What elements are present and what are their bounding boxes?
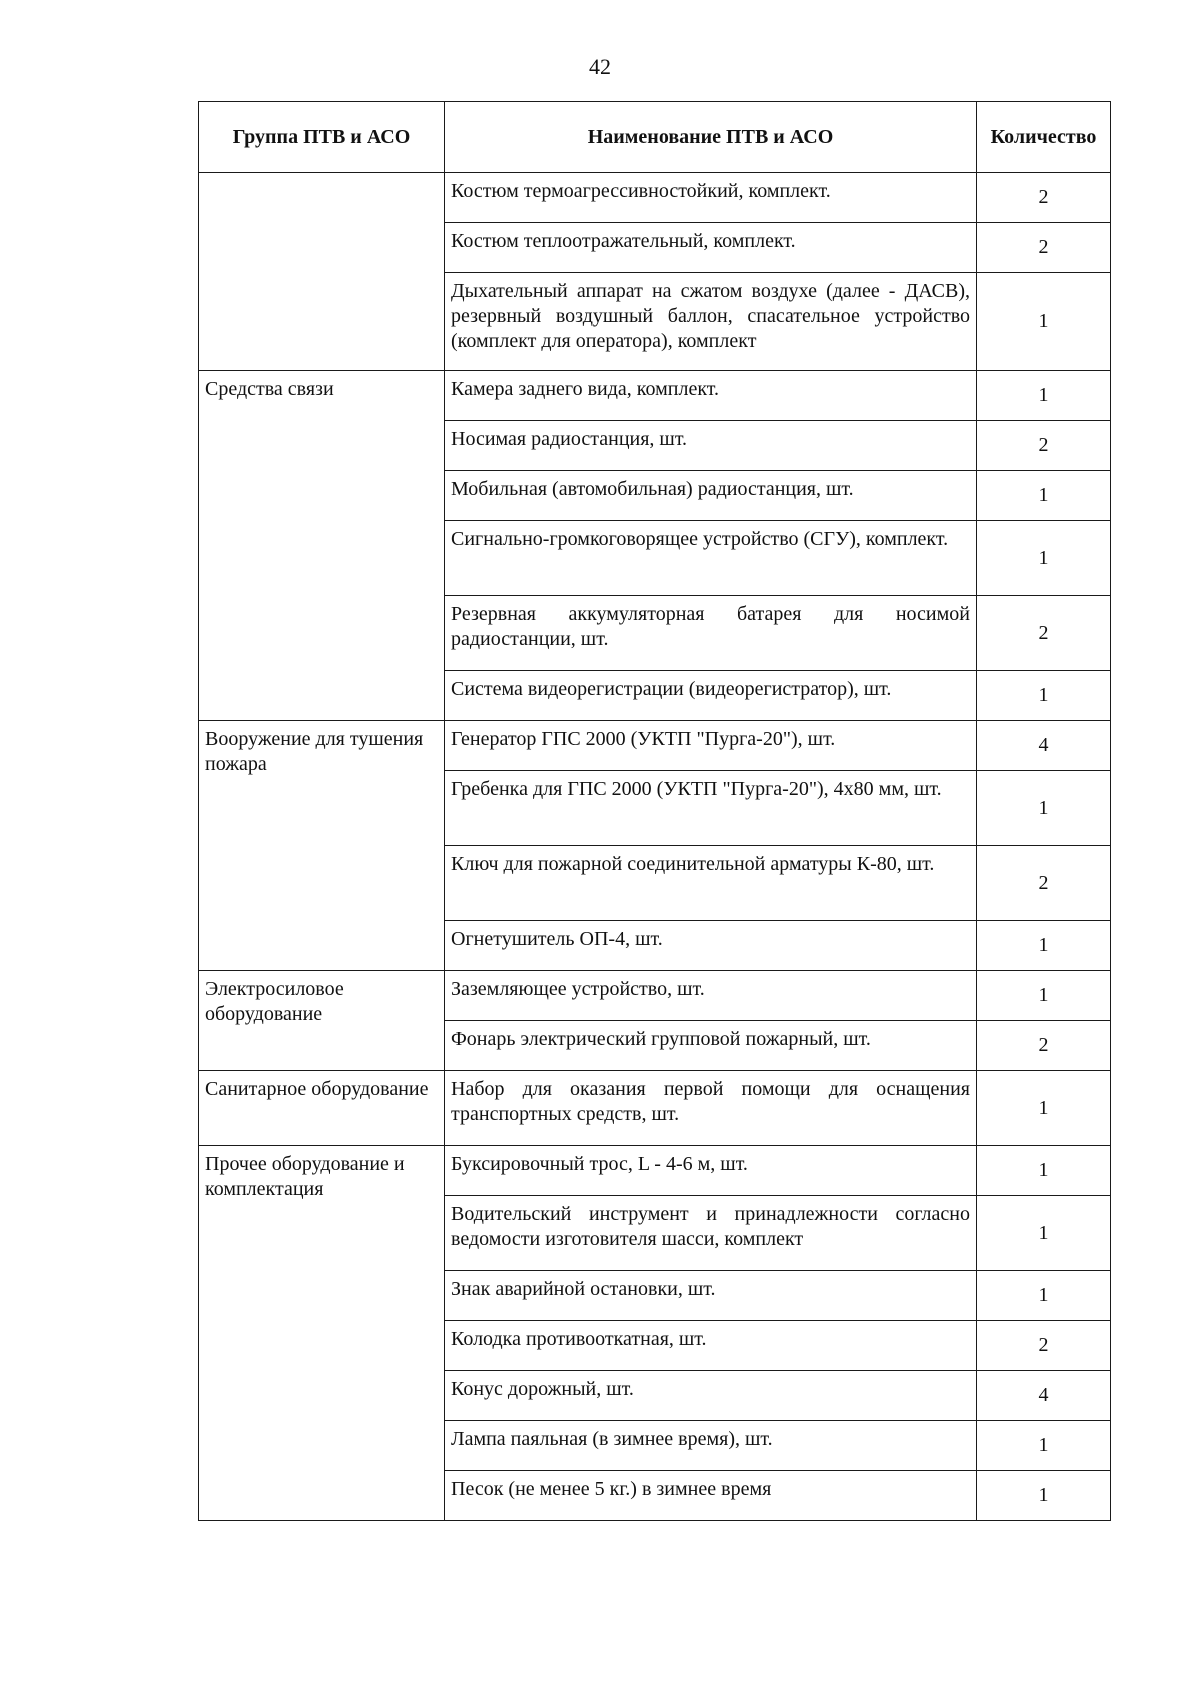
item-quantity: 1 [977,921,1111,971]
item-quantity: 1 [977,671,1111,721]
table-row [199,371,1111,421]
item-quantity: 1 [977,971,1111,1021]
item-name: Носимая радиостанция, шт. [445,421,977,471]
item-name: Заземляющее устройство, шт. [445,971,977,1021]
header-group: Группа ПТВ и АСО [199,102,445,173]
item-quantity: 2 [977,173,1111,223]
table-row [199,1146,1111,1196]
item-quantity: 1 [977,1471,1111,1521]
item-name: Мобильная (автомобильная) радиостанция, шт. [445,471,977,521]
item-name: Лампа паяльная (в зимнее время), шт. [445,1421,977,1471]
item-quantity: 1 [977,521,1111,596]
page-number: 42 [589,54,611,79]
item-name: Знак аварийной остановки, шт. [445,1271,977,1321]
item-name: Буксировочный трос, L - 4-6 м, шт. [445,1146,977,1196]
item-quantity: 2 [977,223,1111,273]
equipment-table [198,101,1111,1521]
header-quantity: Количество [977,102,1111,173]
item-quantity: 2 [977,596,1111,671]
item-name: Набор для оказания первой помощи для оснащения транспортных средств, шт. [445,1071,977,1146]
item-name: Система видеорегистрации (видеорегистратор), шт. [445,671,977,721]
item-name: Гребенка для ГПС 2000 (УКТП "Пурга-20"), 4х80 мм, шт. [445,771,977,846]
group-cell: Электросиловое оборудование [199,971,445,1071]
item-quantity: 4 [977,721,1111,771]
group-cell [199,173,445,371]
item-quantity: 1 [977,471,1111,521]
item-quantity: 1 [977,1146,1111,1196]
item-name: Водительский инструмент и принадлежности согласно ведомости изготовителя шасси, комплект [445,1196,977,1271]
item-name: Генератор ГПС 2000 (УКТП "Пурга-20"), шт. [445,721,977,771]
item-name: Костюм термоагрессивностойкий, комплект. [445,173,977,223]
group-cell: Средства связи [199,371,445,721]
item-quantity: 1 [977,273,1111,371]
item-quantity: 1 [977,1196,1111,1271]
item-quantity: 2 [977,846,1111,921]
item-name: Резервная аккумуляторная батарея для носимой радиостанции, шт. [445,596,977,671]
group-cell: Санитарное оборудование [199,1071,445,1146]
item-name: Дыхательный аппарат на сжатом воздухе (далее - ДАСВ), резервный воздушный баллон, спасательное устройство (комплект для оператора), комплект [445,273,977,371]
item-quantity: 1 [977,771,1111,846]
header-name: Наименование ПТВ и АСО [445,102,977,173]
item-name: Конус дорожный, шт. [445,1371,977,1421]
item-quantity: 1 [977,1271,1111,1321]
item-quantity: 1 [977,371,1111,421]
table-row [199,971,1111,1021]
table-row [199,173,1111,223]
item-name: Ключ для пожарной соединительной арматуры К-80, шт. [445,846,977,921]
item-name: Песок (не менее 5 кг.) в зимнее время [445,1471,977,1521]
item-name: Костюм теплоотражательный, комплект. [445,223,977,273]
item-quantity: 1 [977,1071,1111,1146]
item-name: Сигнально-громкоговорящее устройство (СГУ), комплект. [445,521,977,596]
item-name: Фонарь электрический групповой пожарный, шт. [445,1021,977,1071]
item-quantity: 2 [977,1321,1111,1371]
item-name: Огнетушитель ОП-4, шт. [445,921,977,971]
table-body [199,173,1111,1521]
item-quantity: 2 [977,1021,1111,1071]
item-quantity: 2 [977,421,1111,471]
table-row [199,721,1111,771]
table-header-row [199,102,1111,173]
item-name: Камера заднего вида, комплект. [445,371,977,421]
item-quantity: 1 [977,1421,1111,1471]
item-name: Колодка противооткатная, шт. [445,1321,977,1371]
group-cell: Прочее оборудование и комплектация [199,1146,445,1521]
item-quantity: 4 [977,1371,1111,1421]
table-row [199,1071,1111,1146]
group-cell: Вооружение для тушения пожара [199,721,445,971]
